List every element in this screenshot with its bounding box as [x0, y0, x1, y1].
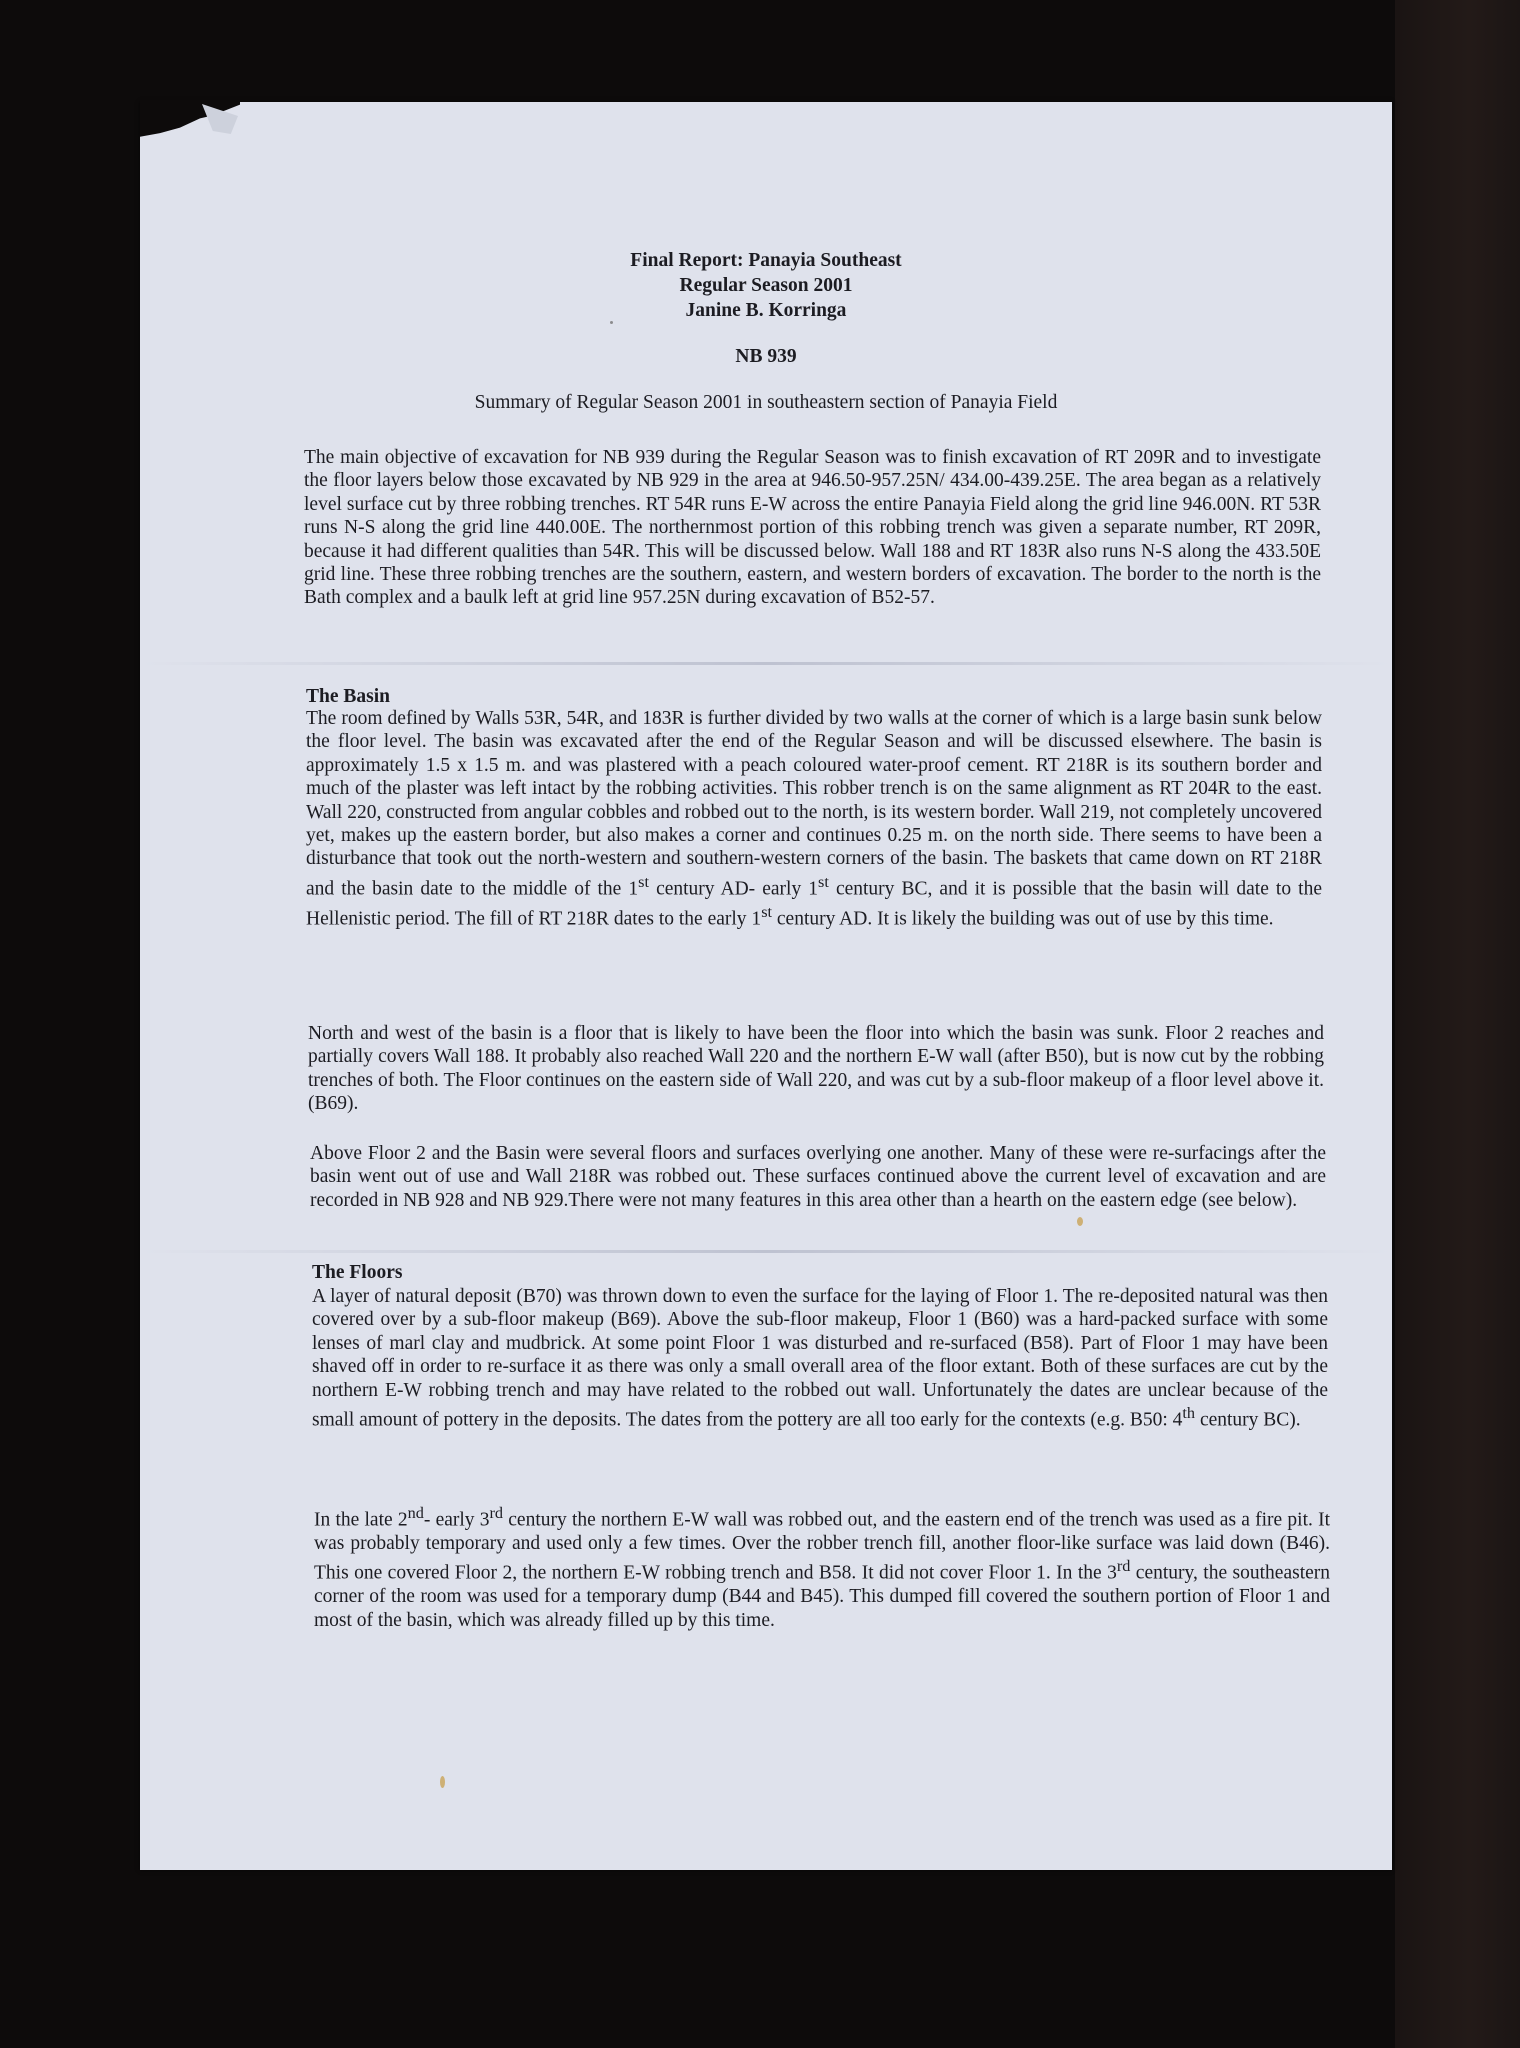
floors-paragraph-2: [314, 1502, 1330, 1632]
background-right: [1395, 0, 1520, 2048]
superscript: st: [638, 872, 649, 891]
report-author: Janine B. Korringa: [685, 300, 847, 321]
basin-paragraph-2: North and west of the basin is a floor that is likely to have been the floor into which the basin was sunk. Floor 2 reaches and partially covers Wall 188. It probably also reached Wall 220 and the northern E-W wall (after B50), but is now cut by the robbing trenches of both. The Floor continues on the eastern side of Wall 220, and was cut by a sub-floor makeup of a floor level above it. (B69).: [308, 1023, 1324, 1115]
text-span: century AD. It is likely the building was out of use by this time.: [772, 908, 1274, 930]
text-span: A layer of natural deposit (B70) was thrown down to even the surface for the laying of Floor 1. The re-deposited natural was then covered over by a sub-floor makeup (B69). Above the sub-floor makeup, Floor 1 (B60) was a hard-packed surface with some lenses of marl clay and mudbrick. At some point Floor 1 was disturbed and re-surfaced (B58). Part of Floor 1 may have been shaved off in order to re-surface it as there was only a small overall area of the floor extant. Both of these surfaces are cut by the northern E-W robbing trench and may have related to the robbed out wall. Unfortunately the dates are unclear because of the small amount of pottery in the deposits. The dates from the pottery are all too early for the contexts (e.g. B50: 4: [312, 1286, 1328, 1431]
text-span: century BC).: [1195, 1409, 1301, 1431]
text-span: century BC, and it is possible that the basin will date to the Hellenistic period. The fill of RT 218R dates to the early 1: [306, 878, 1322, 930]
superscript: st: [761, 902, 773, 921]
summary-line: Summary of Regular Season 2001 in southeastern section of Panayia Field: [474, 392, 1058, 413]
basin-paragraph-3: Above Floor 2 and the Basin were several floors and surfaces overlying one another. Many of these were re-surfacings after the basin went out of use and Wall 218R was robbed out. These surfaces continued above the current level of excavation and are recorded in NB 928 and NB 929.There were not many features in this area other than a hearth on the eastern edge (see below).: [310, 1143, 1326, 1211]
paper-stain: [1077, 1217, 1083, 1226]
intro-paragraph: The main objective of excavation for NB 939 during the Regular Season was to finish excavation of RT 209R and to investigate the floor layers below those excavated by NB 929 in the area at 946.50-957.25N/ 434.00-439.25E. The area began as a relatively level surface cut by three robbing trenches. RT 54R runs E-W across the entire Panayia Field along the grid line 946.00N. RT 53R runs N-S along the grid line 440.00E. The northernmost portion of this robbing trench was given a separate number, RT 209R, because it had different qualities than 54R. This will be discussed below. Wall 188 and RT 183R also runs N-S along the 433.50E grid line. These three robbing trenches are the southern, eastern, and western borders of excavation. The border to the north is the Bath complex and a baulk left at grid line 957.25N during excavation of B52-57.: [304, 447, 1321, 609]
superscript: nd: [407, 1504, 424, 1522]
paper-stain: [440, 1776, 445, 1788]
report-season: Regular Season 2001: [679, 275, 853, 296]
report-title-block: [140, 248, 1392, 323]
floors-paragraph-1: [312, 1285, 1328, 1432]
superscript: rd: [1116, 1557, 1131, 1576]
text-span: century the northern E-W wall was robbed out, and the eastern end of the trench was used as a fire pit. It was probably temporary and used only a few times. Over the robber trench fill, another floor-like surface was laid down (B46). This one covered Floor 2, the northern E-W robbing trench and B58. It did not cover Floor 1. In the 3: [314, 1509, 1330, 1584]
paper-speck: [610, 321, 613, 324]
section-heading-floors: The Floors: [312, 1262, 403, 1283]
superscript: th: [1182, 1404, 1196, 1423]
report-title: Final Report: Panayia Southeast: [630, 250, 902, 271]
section-heading-basin: The Basin: [306, 686, 390, 707]
text-span: In the late 2: [314, 1509, 408, 1531]
notebook-number: NB 939: [735, 346, 797, 367]
superscript: st: [818, 872, 829, 891]
paper-sheet: [140, 102, 1392, 1870]
text-span: century AD- early 1: [649, 878, 819, 900]
superscript: rd: [489, 1504, 504, 1522]
text-span: The room defined by Walls 53R, 54R, and 183R is further divided by two walls at the corner of which is a large basin sunk below the floor level. The basin was excavated after the end of the Regular Season and will be discussed elsewhere. The basin is approximately 1.5 x 1.5 m. and was plastered with a peach coloured water-proof cement. RT 218R is its southern border and much of the plaster was left intact by the robbing activities. This robber trench is on the same alignment as RT 204R to the east. Wall 220, constructed from angular cobbles and robbed out to the north, is its western border. Wall 219, not completely uncovered yet, makes up the eastern border, but also makes a corner and continues 0.25 m. on the north side. There seems to have been a disturbance that took out the north-western and southern-western corners of the basin. The baskets that came down on RT 218R and the basin date to the middle of the 1: [306, 708, 1322, 900]
basin-paragraph-1: [306, 707, 1322, 931]
text-span: century, the southeastern corner of the room was used for a temporary dump (B44 and B45). This dumped fill covered the southern portion of Floor 1 and most of the basin, which was already filled up by this time.: [314, 1562, 1331, 1631]
text-span: - early 3: [423, 1509, 490, 1531]
